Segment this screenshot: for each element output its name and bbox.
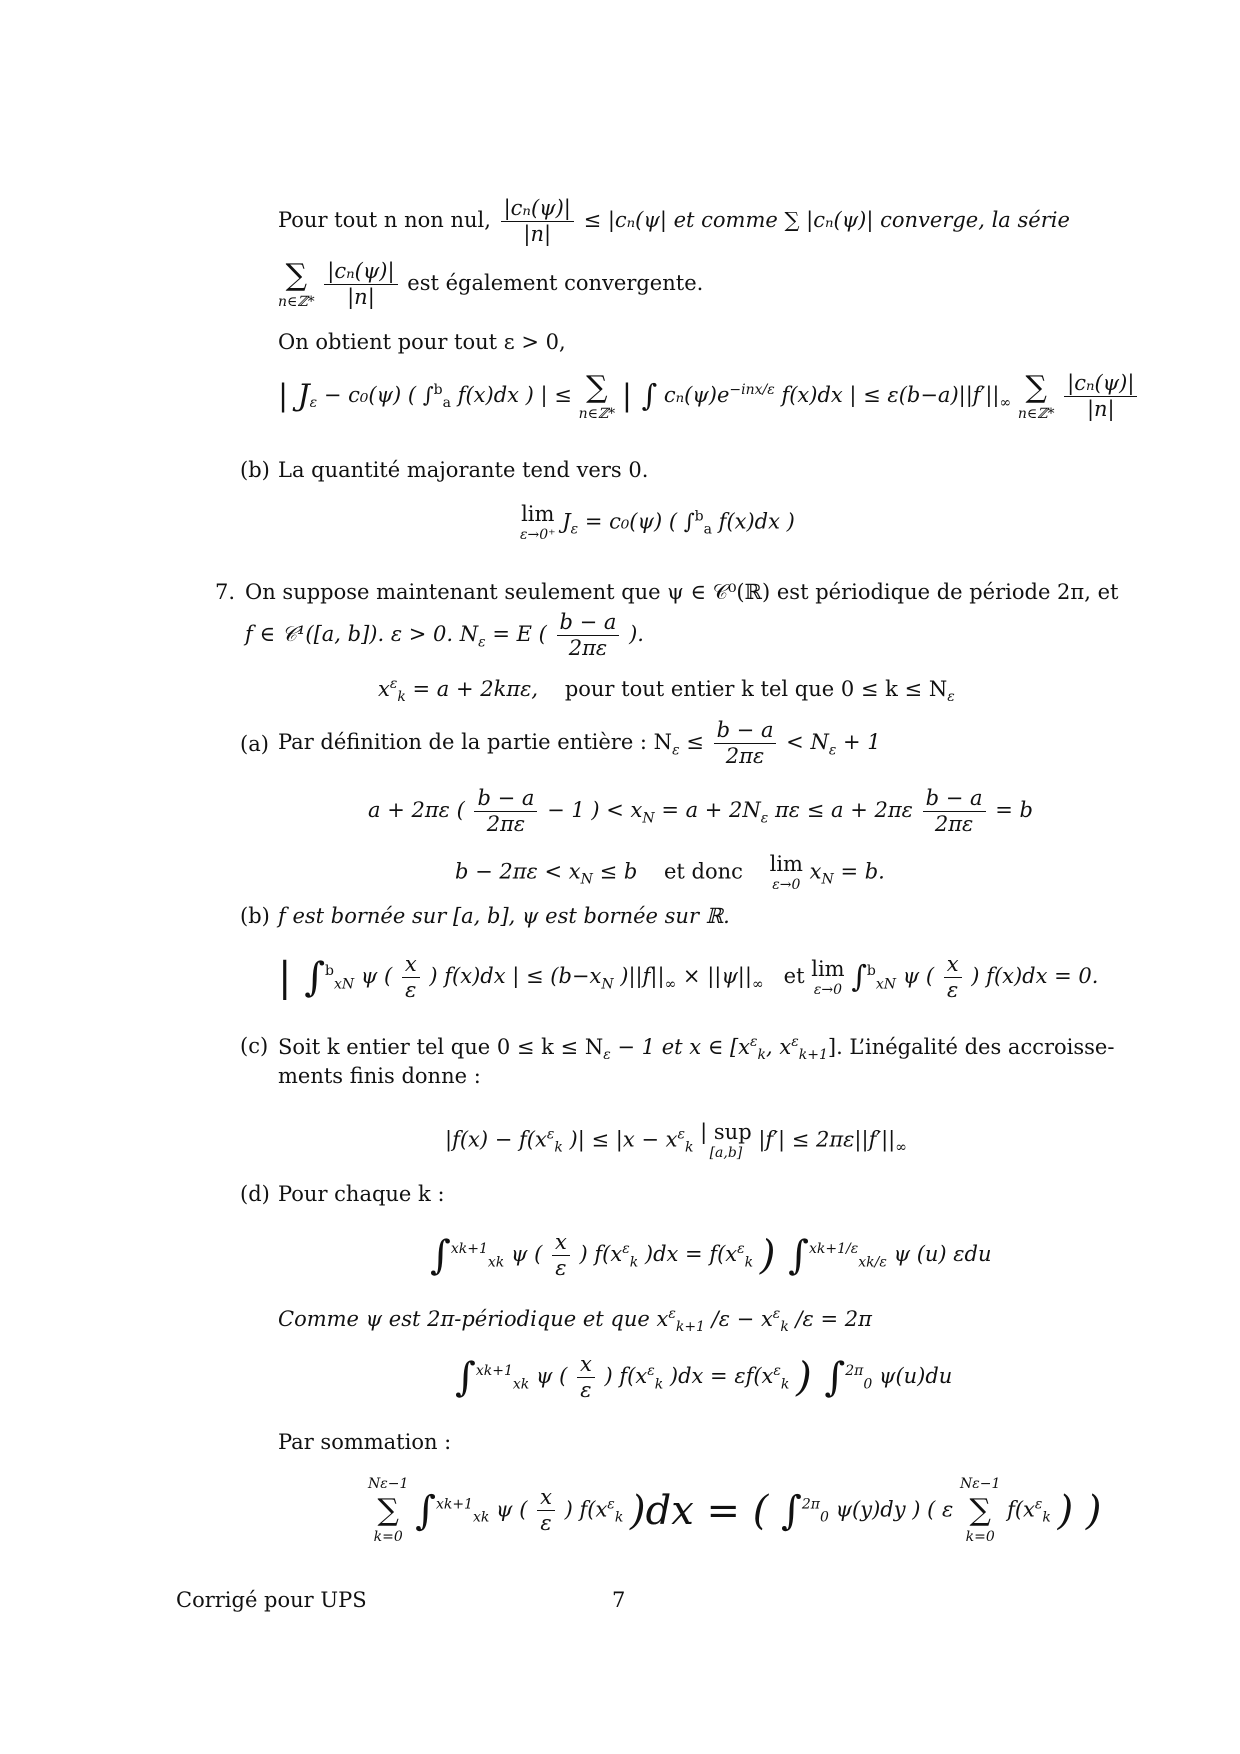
sum-operator-2: Nε−1 ∑ k=0 bbox=[959, 1476, 1001, 1545]
page-number: 7 bbox=[612, 1588, 626, 1612]
fraction-2: $\frac{x}{\varepsilon}$ bbox=[944, 952, 962, 1003]
item-c-line-1: Soit k entier tel que $0 \le k \le N_\varepsilon - 1$ et x ∈ [$x^\varepsilon_k$, $x^\varepsilon_{k+1}$]. L’inégalité des accroisse- bbox=[278, 1034, 1115, 1064]
paragraph-1-line-2: ∑ n∈ℤ* $\frac{\text{|cₙ(ψ)|}}{|n|}$ est également convergente. bbox=[278, 258, 704, 310]
fraction: $\frac{\text{|cₙ(ψ)|}}{|n|}$ bbox=[324, 259, 397, 310]
item-a-label: (a) bbox=[240, 732, 269, 756]
item-7-line-1: On suppose maintenant seulement que ψ ∈ 𝒞⁰(ℝ) est périodique de période 2π, et bbox=[245, 580, 1119, 604]
fraction: $\frac{\text{|cₙ(ψ)|}}{|n|}$ bbox=[501, 196, 574, 247]
equation-c: $|f(x) - f(x^\varepsilon_k$ )| ≤ $|x - x^\varepsilon_k$ | sup [a,b] $|f'| \le 2\pi\varepsilon||f'||_\infty$ bbox=[445, 1120, 907, 1162]
equation-limit: lim ε→0⁺ $J_\varepsilon = c_0(\psi)$ ( ∫$^b_a$ f(x)dx ) bbox=[520, 502, 795, 544]
item-b2-label: (b) bbox=[240, 904, 270, 928]
paragraph-1-line-1: Pour tout n non nul, $\frac{\text{|cₙ(ψ)|}}{|n|}$ ≤ |cₙ(ψ| et comme ∑ |cₙ(ψ)| converge, la série bbox=[278, 196, 1070, 247]
sum-operator: Nε−1 ∑ k=0 bbox=[368, 1476, 409, 1545]
item-b-text: La quantité majorante tend vers 0. bbox=[278, 458, 649, 482]
item-a-text: Par définition de la partie entière : $N_\varepsilon$ ≤ $\frac{b - a}{2\pi\varepsilon}$ < $N_\varepsilon + 1$ bbox=[278, 718, 881, 769]
paragraph-d: Comme ψ est 2π-périodique et que $x^\varepsilon_{k+1}$ $/\varepsilon - x^\varepsilon_k$ /ε = 2π bbox=[278, 1306, 872, 1336]
equation-sum: Nε−1 ∑ k=0 ∫$^{xk+1}_{xk}$ ψ ( $\frac{x}{\varepsilon}$ ) $f(x^\varepsilon_k$ )dx = ( ∫$^{2\pi}_0$ ψ(y)dy ) ( ε Nε−1 ∑ k=0 $f(x^\varepsilon_k$ ) ) bbox=[368, 1476, 1102, 1545]
equation-main-inequality: | $J_\varepsilon - c_0(\psi)$ ( ∫$^b_a$ f(x)dx ) | ≤ ∑ n∈ℤ* | ∫ $c_n(\psi)e^{-inx/\varepsilon}$ f(x)dx | ≤ $\varepsilon(b-a)||f'||_\infty$ ∑ n∈ℤ* $\frac{\text{|cₙ(ψ)|}}{|n|}$ bbox=[278, 370, 1140, 423]
fraction: $\frac{x}{\varepsilon}$ bbox=[577, 1352, 595, 1403]
item-7-label: 7. bbox=[215, 580, 236, 604]
fraction: $\frac{b - a}{2\pi\varepsilon}$ bbox=[474, 786, 537, 837]
fraction-2: $\frac{b - a}{2\pi\varepsilon}$ bbox=[923, 786, 986, 837]
sum-operator: ∑ n∈ℤ* bbox=[278, 258, 315, 310]
fraction: $\frac{x}{\varepsilon}$ bbox=[537, 1485, 555, 1536]
equation-a-1: a + 2πε ( $\frac{b - a}{2\pi\varepsilon}$ − 1 ) < $x_N = a + 2N_\varepsilon$ πε ≤ a + 2πε $\frac{b - a}{2\pi\varepsilon}$ = b bbox=[368, 786, 1033, 837]
fraction: $\frac{b - a}{2\pi\varepsilon}$ bbox=[714, 718, 777, 769]
limit-operator: lim ε→0 bbox=[769, 852, 803, 894]
sup-operator: | sup [a,b] bbox=[700, 1120, 752, 1162]
limit-operator: lim ε→0 bbox=[811, 956, 845, 998]
footer-left: Corrigé pour UPS bbox=[176, 1588, 367, 1612]
item-d-label: (d) bbox=[240, 1182, 270, 1206]
fraction: $\frac{x}{\varepsilon}$ bbox=[552, 1230, 570, 1281]
sum-operator-2: ∑ n∈ℤ* bbox=[1017, 370, 1055, 422]
item-7-line-2: f ∈ 𝒞¹([a, b]). ε > 0. $N_\varepsilon = E$ ( $\frac{b - a}{2\pi\varepsilon}$ ). bbox=[245, 610, 644, 661]
item-c-line-2: ments finis donne : bbox=[278, 1064, 481, 1088]
fraction: $\frac{\text{|cₙ(ψ)|}}{|n|}$ bbox=[1064, 371, 1137, 422]
item-c-label: (c) bbox=[240, 1034, 269, 1058]
equation-b-2: | ∫$^b_{xN}$ ψ ( $\frac{x}{\varepsilon}$ ) f(x)dx | ≤ ($b-x_N$ )$||f||_\infty \times ||\psi||_\infty$ et lim ε→0 ∫$^b_{xN}$ ψ ( $\frac{x}{\varepsilon}$ ) f(x)dx = 0. bbox=[278, 952, 1099, 1003]
sum-operator: ∑ n∈ℤ* bbox=[578, 370, 616, 422]
fraction: $\frac{b - a}{2\pi\varepsilon}$ bbox=[557, 610, 620, 661]
item-d-text: Pour chaque k : bbox=[278, 1182, 445, 1206]
paragraph-2: On obtient pour tout ε > 0, bbox=[278, 330, 566, 354]
equation-xk-definition: $x^\varepsilon_k = a + 2k\pi\varepsilon$, pour tout entier k tel que $0 \le k \le N_\varepsilon$ bbox=[378, 676, 955, 706]
equation-d-2: ∫$^{xk+1}_{xk}$ ψ ( $\frac{x}{\varepsilon}$ ) $f(x^\varepsilon_k$ )$dx = \varepsilon f(x^\varepsilon_k$ ) ∫$^{2\pi}_0$ ψ(u)du bbox=[455, 1352, 953, 1403]
paragraph-sum: Par sommation : bbox=[278, 1430, 452, 1454]
item-b-label: (b) bbox=[240, 458, 270, 482]
limit-operator: lim ε→0⁺ bbox=[520, 502, 556, 544]
item-b2-text: f est bornée sur [a, b], ψ est bornée sur ℝ. bbox=[278, 904, 730, 928]
fraction: $\frac{x}{\varepsilon}$ bbox=[402, 952, 420, 1003]
equation-a-2: $b - 2\pi\varepsilon < x_N \le b$ et donc lim ε→0 $x_N = b$. bbox=[455, 852, 885, 894]
equation-d-1: ∫$^{xk+1}_{xk}$ ψ ( $\frac{x}{\varepsilon}$ ) $f(x^\varepsilon_k$ )$dx = f(x^\varepsilon_k$ ) ∫$^{xk+1/\varepsilon}_{xk/\varepsilon}$ ψ (u) εdu bbox=[430, 1230, 992, 1281]
